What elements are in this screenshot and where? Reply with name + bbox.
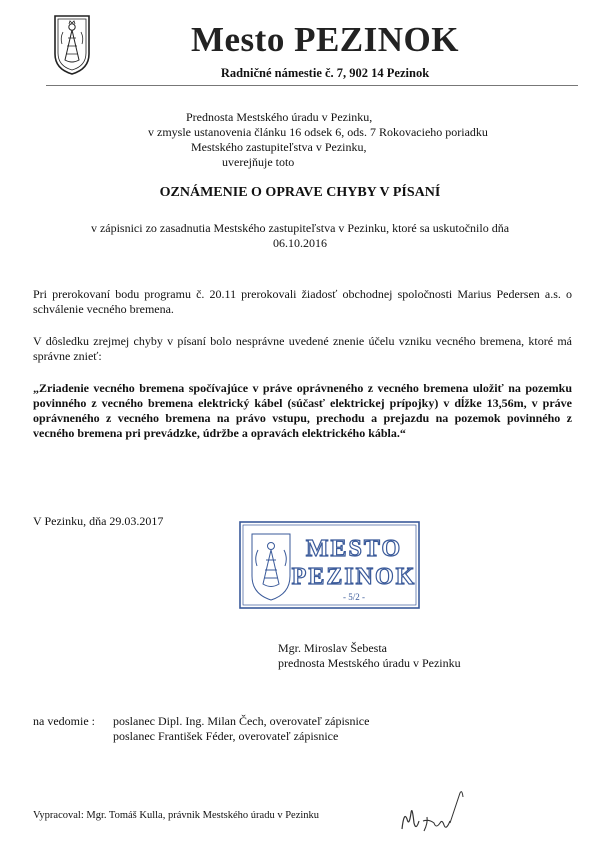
- official-stamp: [238, 520, 421, 610]
- header-divider: [46, 85, 578, 86]
- subject-date: 06.10.2016: [273, 236, 327, 250]
- intro-line-2: v zmysle ustanovenia článku 16 odsek 6, ods. 7 Rokovacieho poriadku: [148, 125, 488, 139]
- stamp-word-pezinok: PEZINOK: [291, 564, 417, 590]
- city-address: Radničné námestie č. 7, 902 14 Pezinok: [220, 66, 430, 80]
- intro-line-1: Prednosta Mestského úradu v Pezinku,: [186, 110, 373, 124]
- paragraph-2: V dôsledku zrejmej chyby v písaní bolo nesprávne uvedené znenie účelu vzniku vecného bremena, ktoré má správne znieť:: [33, 334, 572, 363]
- date-line: V Pezinku, dňa 29.03.2017: [33, 514, 164, 528]
- subject-line-1: v zápisnici zo zasadnutia Mestského zastupiteľstva v Pezinku, ktoré sa uskutočnilo dňa: [90, 221, 510, 235]
- cc-recipient-2: poslanec František Féder, overovateľ zápisnice: [113, 729, 339, 743]
- prepared-by: Vypracoval: Mgr. Tomáš Kulla, právnik Mestského úradu v Pezinku: [33, 810, 320, 821]
- cc-label: na vedomie :: [33, 714, 95, 728]
- stamp-crest-icon: [252, 534, 290, 600]
- city-title: Mesto PEZINOK: [190, 20, 459, 59]
- paragraph-1: Pri prerokovaní bodu programu č. 20.11 prerokovali žiadosť obchodnej spoločnosti Marius Pedersen a.s. o schválenie vecného bremena.: [33, 287, 572, 316]
- corrected-wording: „Zriadenie vecného bremena spočívajúce v práve oprávneného z vecného bremena uložiť na pozemku povinného z vecného bremena elektrický kábel (súčasť elektrickej prípojky) v dĺžke 13,56m, v práve oprávneného z vecného bremena na právo vstupu, prechodu a prejazdu na pozemok povinného z vecného bremena pri prevádzke, údržbe a opravách elektrického kábla.“: [33, 381, 572, 440]
- signatory-role: prednosta Mestského úradu v Pezinku: [278, 656, 461, 670]
- handwritten-signature: [396, 783, 478, 838]
- intro-line-4: uverejňuje toto: [222, 155, 295, 169]
- document-heading: OZNÁMENIE O OPRAVE CHYBY V PÍSANÍ: [159, 185, 441, 200]
- signatory-name: Mgr. Miroslav Šebesta: [278, 641, 387, 655]
- intro-line-3: Mestského zastupiteľstva v Pezinku,: [191, 140, 367, 154]
- cc-recipient-1: poslanec Dipl. Ing. Milan Čech, overovateľ zápisnice: [113, 714, 370, 728]
- stamp-number: - 5/2 -: [343, 592, 365, 602]
- stamp-word-mesto: MESTO: [305, 536, 403, 562]
- subject: [50, 221, 550, 251]
